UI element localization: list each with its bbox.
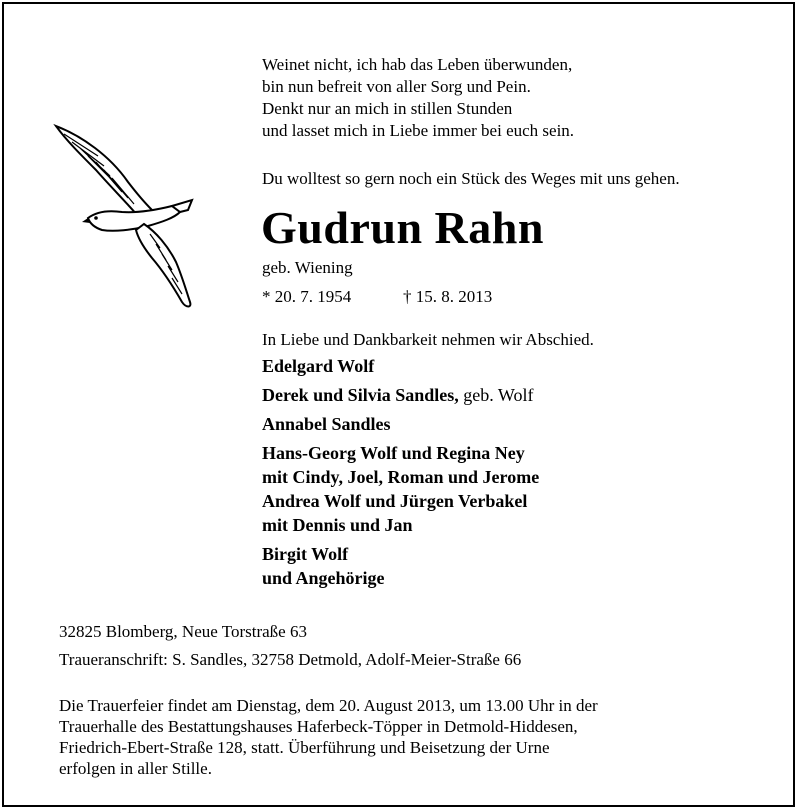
farewell-line: In Liebe und Dankbarkeit nehmen wir Abschied. [262, 330, 594, 349]
mourner: Hans-Georg Wolf und Regina Ney [262, 443, 525, 463]
birth-name: geb. Wiening [262, 258, 353, 277]
deceased-name: Gudrun Rahn [261, 202, 544, 253]
seagull-icon [52, 122, 202, 310]
mourner-family: mit Cindy, Joel, Roman und Jerome [262, 467, 540, 487]
poem-line: und lasset mich in Liebe immer bei euch sein. [262, 121, 575, 140]
home-address: 32825 Blomberg, Neue Torstraße 63 [59, 622, 307, 641]
mourner-name: Derek und Silvia Sandles, [262, 385, 459, 405]
ceremony-line: Trauerhalle des Bestattungshauses Haferbeck-Töpper in Detmold-Hiddesen, [59, 717, 578, 736]
mourner: Andrea Wolf und Jürgen Verbakel [262, 491, 528, 511]
ceremony-notice [59, 695, 598, 779]
death-date: † 15. 8. 2013 [403, 287, 493, 306]
ceremony-line: Friedrich-Ebert-Straße 128, statt. Überführung und Beisetzung der Urne [59, 738, 550, 757]
mourner: Birgit Wolf [262, 544, 349, 564]
mourning-address: Traueranschrift: S. Sandles, 32758 Detmold, Adolf-Meier-Straße 66 [59, 650, 522, 669]
mourner: Annabel Sandles [262, 414, 391, 434]
mourner-note: geb. Wolf [458, 385, 534, 405]
ceremony-line: erfolgen in aller Stille. [59, 759, 212, 778]
poem [262, 54, 574, 142]
mourner-family: mit Dennis und Jan [262, 515, 413, 535]
motto: Du wolltest so gern noch ein Stück des Weges mit uns gehen. [262, 169, 680, 188]
obituary-frame [2, 2, 795, 807]
mourner: Edelgard Wolf [262, 356, 375, 376]
life-dates [262, 287, 493, 307]
poem-line: Weinet nicht, ich hab das Leben überwunden, [262, 55, 573, 74]
poem-line: bin nun befreit von aller Sorg und Pein. [262, 77, 531, 96]
mourner-relatives: und Angehörige [262, 568, 385, 588]
ceremony-line: Die Trauerfeier findet am Dienstag, dem 20. August 2013, um 13.00 Uhr in der [59, 696, 598, 715]
birth-date: * 20. 7. 1954 [262, 287, 352, 306]
mourner [262, 385, 533, 406]
poem-line: Denkt nur an mich in stillen Stunden [262, 99, 513, 118]
